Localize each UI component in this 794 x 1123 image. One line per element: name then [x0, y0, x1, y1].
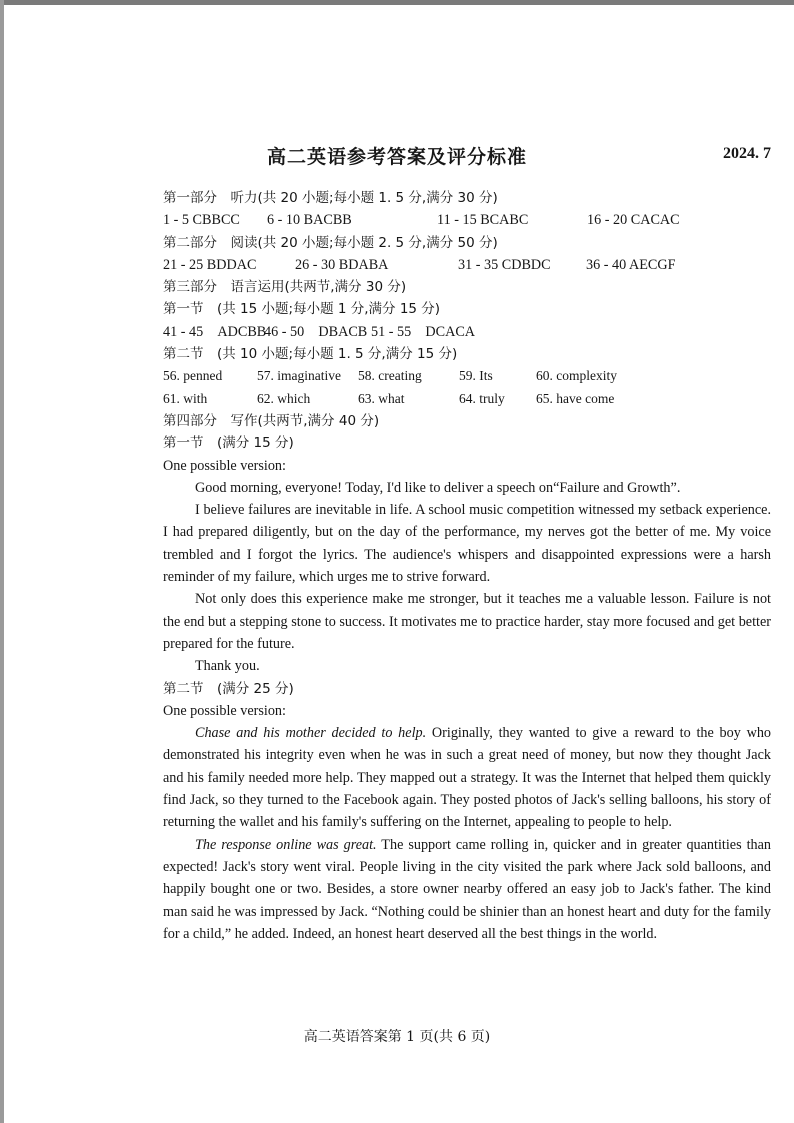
essay1-closing: Thank you. [195, 658, 260, 675]
answer-item: 57. imaginative [257, 368, 341, 384]
answer-item: 58. creating [358, 368, 422, 384]
answer-group: 16 - 20 CACAC [587, 212, 680, 229]
part3-section1-answers [163, 321, 771, 343]
paragraph-lead-sentence: The response online was great. [195, 836, 377, 853]
part2-heading: 第二部分 阅读(共 20 小题;每小题 2. 5 分,满分 50 分) [163, 234, 498, 251]
paragraph-lead-sentence: Chase and his mother decided to help. [195, 725, 427, 742]
essay2-paragraph [163, 722, 771, 833]
essay1-paragraph: I believe failures are inevitable in life. A school music competition witnessed my setback experience. I had prepared diligently, but on the day of the performance, my nerves got the better of me. My voice trembled and I forgot the lyrics. The audience's whispers and disappointed expressions were a harsh reminder of my failure, which urges me to strive forward. [163, 502, 771, 586]
part1-answers [163, 209, 771, 231]
scan-edge-top [0, 0, 794, 5]
answer-item: 60. complexity [536, 368, 617, 384]
answer-item: 64. truly [459, 390, 505, 406]
part3-section2-row1 [163, 365, 771, 387]
answer-item: 63. what [358, 390, 405, 406]
part4-section2-heading: 第二节 (满分 25 分) [163, 680, 294, 697]
answer-item: 65. have come [536, 390, 615, 406]
page-title: 高二英语参考答案及评分标准 [266, 146, 527, 168]
part3-section2-row2 [163, 388, 771, 410]
page-footer: 高二英语答案第 1 页(共 6 页) [303, 1029, 491, 1045]
part4-section1-heading: 第一节 (满分 15 分) [163, 435, 294, 452]
part4-heading: 第四部分 写作(共两节,满分 40 分) [163, 412, 380, 429]
sample-label: One possible version: [163, 457, 286, 474]
paragraph-body: The support came rolling in, quicker and in greater quantities than expected! Jack's story went viral. People living in the city visited the park where Jack sold balloons, and happily bought one or two. Besides, a store owner nearby offered an easy job to Jack's father. The kind man said he was impressed by Jack. “Nothing could be shinier than an honest heart and duty for the family for a child,” he added. Indeed, an honest heart deserved all the best things in the world. [163, 836, 772, 942]
answer-group: 41 - 45 ADCBB [163, 323, 267, 340]
answer-group: 6 - 10 BACBB [267, 212, 352, 229]
answer-group: 51 - 55 DCACA [371, 323, 476, 340]
part2-answers [163, 254, 771, 276]
exam-date: 2024. 7 [723, 145, 771, 162]
answer-item: 62. which [257, 390, 311, 406]
part3-section2-heading: 第二节 (共 10 小题;每小题 1. 5 分,满分 15 分) [163, 346, 458, 363]
answer-item: 56. penned [163, 368, 223, 384]
answer-group: 26 - 30 BDABA [295, 256, 389, 273]
answer-group: 1 - 5 CBBCC [163, 212, 240, 229]
answer-item: 59. Its [459, 368, 493, 384]
answer-group: 36 - 40 AECGF [586, 256, 676, 273]
answer-group: 21 - 25 BDDAC [163, 256, 257, 273]
part3-section1-heading: 第一节 (共 15 小题;每小题 1 分,满分 15 分) [163, 301, 441, 318]
answer-group: 46 - 50 DBACB [264, 323, 368, 340]
answer-content [163, 187, 771, 945]
answer-group: 11 - 15 BCABC [437, 212, 529, 229]
essay1-paragraph: Good morning, everyone! Today, I'd like to deliver a speech on“Failure and Growth”. [195, 479, 681, 496]
part1-heading: 第一部分 听力(共 20 小题;每小题 1. 5 分,满分 30 分) [163, 190, 498, 206]
essay1-paragraph: Not only does this experience make me stronger, but it teaches me a valuable lesson. Failure is not the end but a stepping stone to success. It motivates me to practice harder, stay more focused and get better prepared for the future. [163, 591, 771, 652]
answer-item: 61. with [163, 390, 208, 406]
essay2-paragraph [163, 834, 771, 945]
sample-label: One possible version: [163, 702, 286, 719]
answer-group: 31 - 35 CDBDC [458, 256, 551, 273]
part3-heading: 第三部分 语言运用(共两节,满分 30 分) [163, 279, 407, 296]
paragraph-body: Originally, they wanted to give a reward to the boy who demonstrated his integrity even when he was in such a great need of money, but now they thought Jack and his family needed more help. They mapped out a strategy. It was the Internet that helped them quickly find Jack, so they turned to the Facebook again. They posted photos of Jack's selling balloons, his story of returning the wallet and his family's suffering on the Internet, appealing to people to help. [163, 725, 772, 831]
